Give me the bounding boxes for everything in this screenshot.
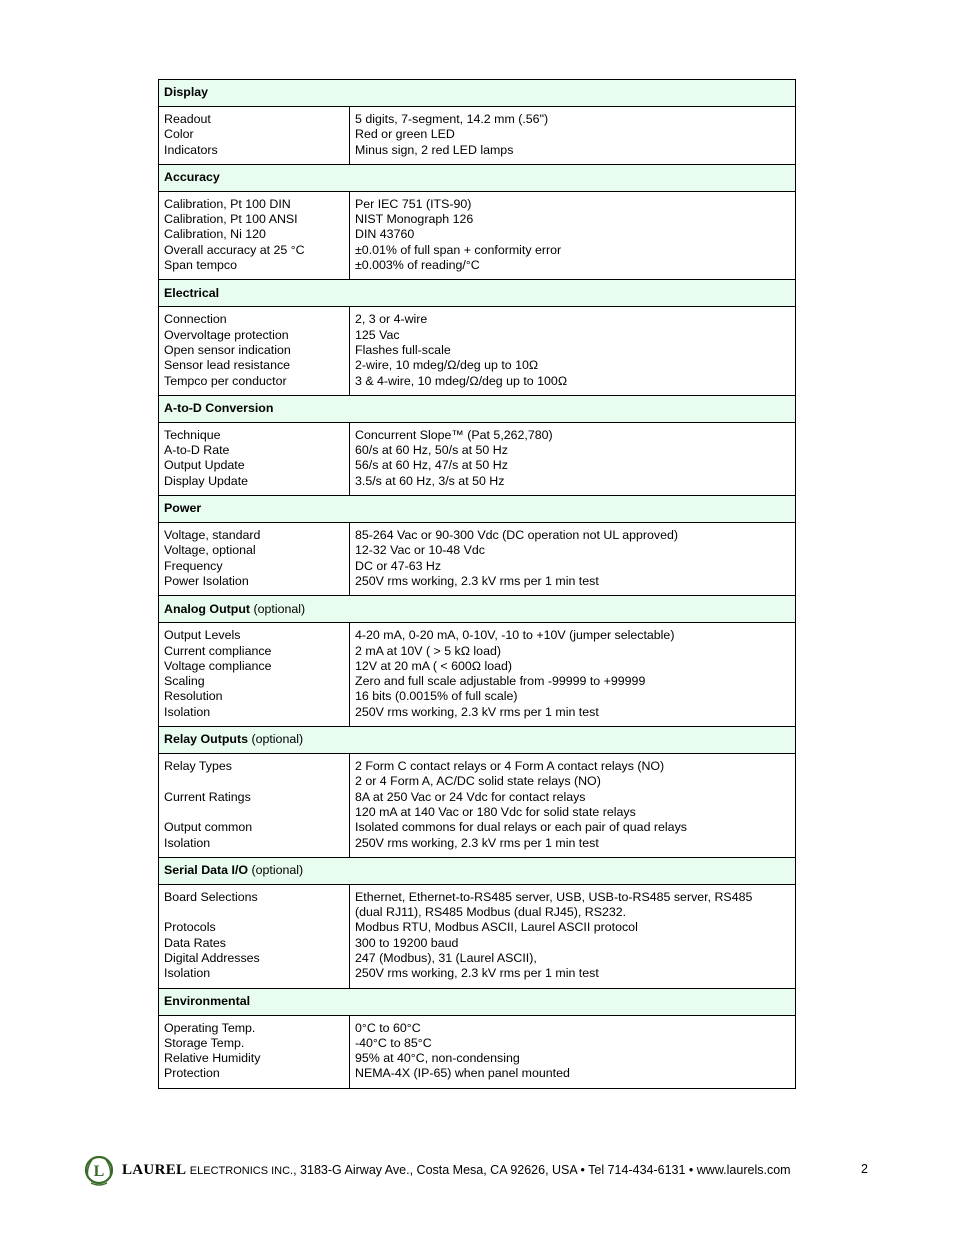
parameter-value: 16 bits (0.0015% of full scale) bbox=[355, 689, 518, 704]
parameter-value: 247 (Modbus), 31 (Laurel ASCII), bbox=[355, 950, 537, 965]
parameter-label: Digital Addresses bbox=[164, 950, 260, 965]
parameter-value: Flashes full-scale bbox=[355, 342, 451, 357]
section-title: Power bbox=[164, 501, 202, 516]
parameter-column bbox=[159, 623, 350, 727]
parameter-label bbox=[164, 905, 344, 920]
section-body-row bbox=[159, 754, 796, 858]
parameter-value: 8A at 250 Vac or 24 Vdc for contact relays bbox=[355, 789, 586, 804]
parameter-label: Scaling bbox=[164, 674, 205, 689]
parameter-label: Display Update bbox=[164, 473, 249, 488]
parameter-value: 2, 3 or 4-wire bbox=[355, 312, 428, 327]
parameter-value: 3.5/s at 60 Hz, 3/s at 50 Hz bbox=[355, 473, 505, 488]
parameter-label: Indicators bbox=[164, 142, 218, 157]
parameter-label: Protocols bbox=[164, 920, 216, 935]
section-header-row bbox=[159, 80, 796, 107]
parameter-column bbox=[159, 107, 350, 165]
section-body-row bbox=[159, 422, 796, 495]
parameter-label: Overvoltage protection bbox=[164, 327, 289, 342]
parameter-label: Isolation bbox=[164, 835, 211, 850]
parameter-value: 2 mA at 10V ( > 5 kΩ load) bbox=[355, 643, 501, 658]
parameter-value: Concurrent Slope™ (Pat 5,262,780) bbox=[355, 427, 553, 442]
parameter-value: 95% at 40°C, non-condensing bbox=[355, 1051, 520, 1066]
parameter-label: Power Isolation bbox=[164, 573, 249, 588]
section-header bbox=[159, 857, 796, 884]
parameter-column bbox=[159, 1015, 350, 1088]
parameter-value: Modbus RTU, Modbus ASCII, Laurel ASCII protocol bbox=[355, 920, 638, 935]
parameter-value: NIST Monograph 126 bbox=[355, 212, 474, 227]
section-title: Accuracy bbox=[164, 170, 220, 185]
section-header bbox=[159, 727, 796, 754]
parameter-label: Relay Types bbox=[164, 759, 232, 774]
value-column bbox=[350, 307, 796, 395]
parameter-value: 250V rms working, 2.3 kV rms per 1 min test bbox=[355, 573, 599, 588]
parameter-label: Voltage compliance bbox=[164, 658, 272, 673]
parameter-value: 60/s at 60 Hz, 50/s at 50 Hz bbox=[355, 443, 508, 458]
section-title: Environmental bbox=[164, 993, 251, 1008]
section-note: (optional) bbox=[251, 863, 304, 878]
parameter-label: Calibration, Pt 100 ANSI bbox=[164, 212, 298, 227]
parameter-value: -40°C to 85°C bbox=[355, 1035, 432, 1050]
parameter-value: 300 to 19200 baud bbox=[355, 935, 459, 950]
parameter-value: Isolated commons for dual relays or each pair of quad relays bbox=[355, 820, 687, 835]
parameter-value: Per IEC 751 (ITS-90) bbox=[355, 196, 472, 211]
logo-letter: L bbox=[93, 1163, 105, 1180]
section-header bbox=[159, 988, 796, 1015]
parameter-value: (dual RJ11), RS485 Modbus (dual RJ45), RS232. bbox=[355, 905, 627, 920]
parameter-value: NEMA-4X (IP-65) when panel mounted bbox=[355, 1066, 570, 1081]
section-header bbox=[159, 164, 796, 191]
section-header bbox=[159, 496, 796, 523]
parameter-label: Board Selections bbox=[164, 889, 258, 904]
parameter-value: 2 or 4 Form A, AC/DC solid state relays (NO) bbox=[355, 774, 601, 789]
value-column bbox=[350, 191, 796, 279]
parameter-value: 120 mA at 140 Vac or 180 Vdc for solid state relays bbox=[355, 804, 636, 819]
parameter-label: Operating Temp. bbox=[164, 1020, 256, 1035]
parameter-label: Calibration, Ni 120 bbox=[164, 227, 266, 242]
section-header bbox=[159, 596, 796, 623]
parameter-label: Isolation bbox=[164, 966, 211, 981]
parameter-value: DC or 47-63 Hz bbox=[355, 558, 442, 573]
parameter-column bbox=[159, 884, 350, 988]
parameter-value: 3 & 4-wire, 10 mdeg/Ω/deg up to 100Ω bbox=[355, 373, 568, 388]
parameter-label: Storage Temp. bbox=[164, 1035, 245, 1050]
specifications-table bbox=[158, 79, 796, 1089]
parameter-label: Current Ratings bbox=[164, 789, 251, 804]
parameter-value: 4-20 mA, 0-20 mA, 0-10V, -10 to +10V (jumper selectable) bbox=[355, 628, 675, 643]
parameter-label bbox=[164, 805, 344, 820]
value-column bbox=[350, 1015, 796, 1088]
section-header bbox=[159, 80, 796, 107]
parameter-label: Voltage, optional bbox=[164, 543, 256, 558]
parameter-value: Zero and full scale adjustable from -99999 to +99999 bbox=[355, 674, 646, 689]
section-body-row bbox=[159, 623, 796, 727]
section-header bbox=[159, 280, 796, 307]
website-link[interactable]: www.laurels.com bbox=[696, 1163, 791, 1177]
section-header-row bbox=[159, 988, 796, 1015]
value-column bbox=[350, 754, 796, 858]
parameter-label bbox=[164, 774, 344, 789]
section-body-row bbox=[159, 523, 796, 596]
parameter-value: Ethernet, Ethernet-to-RS485 server, USB, USB-to-RS485 server, RS485 bbox=[355, 889, 753, 904]
parameter-label: Overall accuracy at 25 °C bbox=[164, 242, 305, 257]
parameter-value: ±0.003% of reading/°C bbox=[355, 258, 480, 273]
parameter-label: Color bbox=[164, 127, 194, 142]
parameter-label: Tempco per conductor bbox=[164, 373, 287, 388]
section-title: A-to-D Conversion bbox=[164, 401, 274, 416]
parameter-label: Current compliance bbox=[164, 643, 272, 658]
parameter-label: Protection bbox=[164, 1066, 220, 1081]
parameter-value: 250V rms working, 2.3 kV rms per 1 min test bbox=[355, 966, 599, 981]
section-header-row bbox=[159, 496, 796, 523]
company-address: , 3183-G Airway Ave., Costa Mesa, CA 92626, USA bbox=[293, 1163, 578, 1177]
parameter-label: Span tempco bbox=[164, 258, 238, 273]
section-title: Display bbox=[164, 85, 209, 100]
section-header-row bbox=[159, 280, 796, 307]
value-column bbox=[350, 884, 796, 988]
parameter-label: Voltage, standard bbox=[164, 528, 261, 543]
parameter-column bbox=[159, 307, 350, 395]
parameter-label: Data Rates bbox=[164, 935, 226, 950]
company-suffix: ELECTRONICS INC. bbox=[189, 1165, 294, 1177]
parameter-label: Readout bbox=[164, 112, 211, 126]
parameter-label: Output Levels bbox=[164, 628, 241, 643]
parameter-label: Technique bbox=[164, 427, 221, 442]
parameter-value: 5 digits, 7-segment, 14.2 mm (.56") bbox=[355, 112, 549, 126]
section-header-row bbox=[159, 596, 796, 623]
section-note: (optional) bbox=[251, 732, 304, 747]
parameter-label: Calibration, Pt 100 DIN bbox=[164, 196, 291, 211]
section-body-row bbox=[159, 307, 796, 395]
parameter-value: Red or green LED bbox=[355, 127, 455, 142]
parameter-label: Connection bbox=[164, 312, 227, 327]
section-header-row bbox=[159, 857, 796, 884]
company-contact-line bbox=[122, 1162, 791, 1179]
bullet-separator: • bbox=[685, 1163, 697, 1177]
parameter-column bbox=[159, 422, 350, 495]
section-title: Analog Output bbox=[164, 601, 251, 616]
parameter-label: Sensor lead resistance bbox=[164, 358, 291, 373]
section-header-row bbox=[159, 164, 796, 191]
section-header-row bbox=[159, 727, 796, 754]
parameter-label: Frequency bbox=[164, 558, 223, 573]
parameter-value: 56/s at 60 Hz, 47/s at 50 Hz bbox=[355, 458, 508, 473]
parameter-label: Isolation bbox=[164, 704, 211, 719]
section-title: Serial Data I/O bbox=[164, 863, 249, 878]
section-header-row bbox=[159, 395, 796, 422]
parameter-value: Minus sign, 2 red LED lamps bbox=[355, 142, 514, 157]
section-body-row bbox=[159, 107, 796, 165]
parameter-column bbox=[159, 754, 350, 858]
parameter-label: Resolution bbox=[164, 689, 223, 704]
laurel-wreath-logo-icon bbox=[82, 1154, 116, 1188]
parameter-value: 0°C to 60°C bbox=[355, 1020, 421, 1035]
section-title: Electrical bbox=[164, 285, 220, 300]
parameter-column bbox=[159, 523, 350, 596]
parameter-label: Output Update bbox=[164, 458, 245, 473]
value-column bbox=[350, 623, 796, 727]
section-body-row bbox=[159, 884, 796, 988]
parameter-value: 12V at 20 mA ( < 600Ω load) bbox=[355, 658, 513, 673]
parameter-label: Relative Humidity bbox=[164, 1051, 261, 1066]
value-column bbox=[350, 422, 796, 495]
parameter-value: 2-wire, 10 mdeg/Ω/deg up to 10Ω bbox=[355, 358, 539, 373]
parameter-label: Output common bbox=[164, 820, 253, 835]
bullet-separator: • bbox=[577, 1163, 589, 1177]
page-footer bbox=[82, 1154, 882, 1190]
specifications-body bbox=[159, 80, 796, 1089]
value-column bbox=[350, 523, 796, 596]
parameter-value: ±0.01% of full span + conformity error bbox=[355, 242, 562, 257]
parameter-column bbox=[159, 191, 350, 279]
parameter-value: 250V rms working, 2.3 kV rms per 1 min test bbox=[355, 704, 599, 719]
section-note: (optional) bbox=[253, 601, 306, 616]
parameter-value: 125 Vac bbox=[355, 327, 400, 342]
parameter-value: 2 Form C contact relays or 4 Form A contact relays (NO) bbox=[355, 759, 665, 774]
phone-number: Tel 714-434-6131 bbox=[588, 1163, 686, 1177]
parameter-label: A-to-D Rate bbox=[164, 443, 230, 458]
parameter-label: Open sensor indication bbox=[164, 342, 291, 357]
parameter-value: DIN 43760 bbox=[355, 227, 415, 242]
brand-name: LAUREL bbox=[122, 1162, 187, 1178]
value-column bbox=[350, 107, 796, 165]
parameter-value: 250V rms working, 2.3 kV rms per 1 min test bbox=[355, 835, 599, 850]
section-title: Relay Outputs bbox=[164, 732, 248, 747]
section-body-row bbox=[159, 1015, 796, 1088]
section-body-row bbox=[159, 191, 796, 279]
page-number: 2 bbox=[861, 1162, 868, 1176]
parameter-value: 12-32 Vac or 10-48 Vdc bbox=[355, 543, 485, 558]
section-header bbox=[159, 395, 796, 422]
parameter-value: 85-264 Vac or 90-300 Vdc (DC operation not UL approved) bbox=[355, 528, 679, 543]
